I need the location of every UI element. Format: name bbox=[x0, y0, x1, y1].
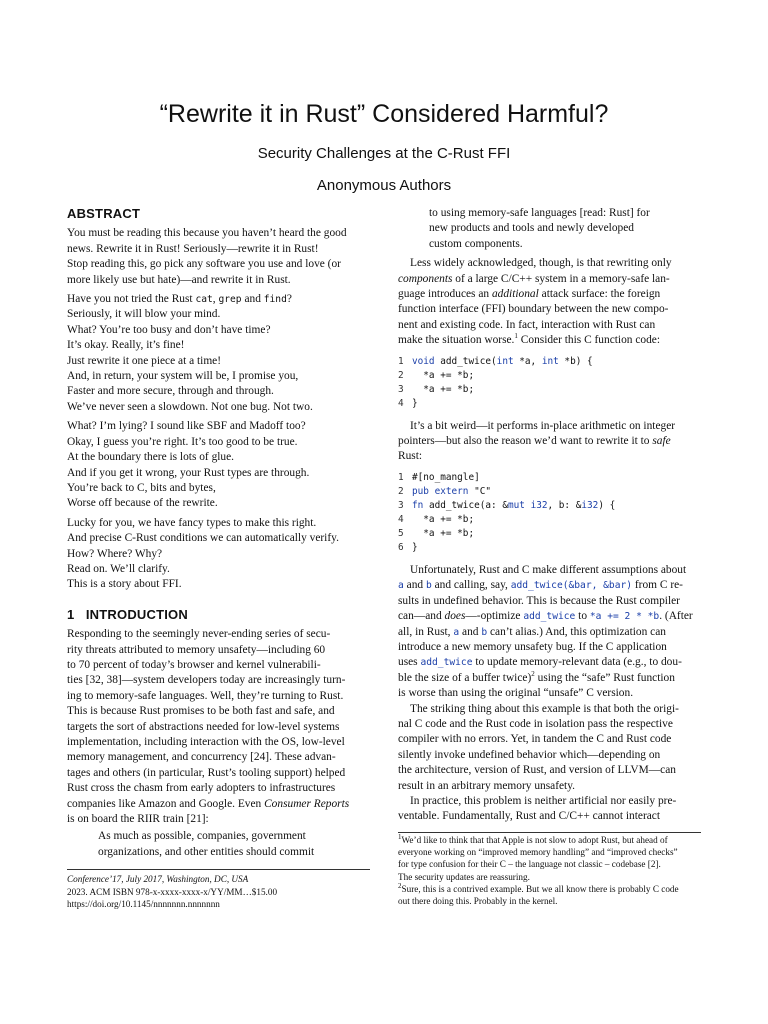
introduction-paragraph bbox=[67, 627, 370, 827]
block-quote bbox=[98, 829, 352, 860]
abstract-line: What? I’m lying? I sound like SBF and Madoff too? bbox=[67, 420, 306, 433]
rust-code-listing bbox=[398, 471, 701, 555]
footnotes bbox=[398, 834, 701, 907]
line-number: 1 bbox=[398, 471, 404, 483]
footnote-line: for type confusion for their C – the language not classic – codebase [2]. bbox=[398, 859, 661, 870]
intro-line: is on board the RIIR train [21]: bbox=[67, 813, 209, 826]
footnote-marker[interactable]: 1 bbox=[514, 332, 518, 341]
text-line: The striking thing about this example is that both the origi- bbox=[410, 702, 679, 715]
quote-line: new products and tools and newly developed bbox=[429, 222, 634, 235]
abstract-heading: ABSTRACT bbox=[67, 206, 141, 221]
text-line: a and b and calling, say, add_twice(&bar, &bar) from C re- bbox=[398, 579, 683, 592]
footnote-line: $^1$We’d like to think that that Apple is not slow to adopt Rust, but ahead of bbox=[398, 832, 668, 845]
paper-title: “Rewrite it in Rust” Considered Harmful? bbox=[159, 100, 609, 128]
text-line: make the situation worse.$^1$ Consider this C function code: bbox=[398, 332, 660, 347]
abstract-line: How? Where? Why? bbox=[67, 547, 163, 560]
intro-line: rity threats attributed to memory unsafety—including 60 bbox=[67, 643, 326, 656]
intro-line: tages and others (in particular, Rust’s tooling support) helped bbox=[67, 766, 346, 779]
right-column bbox=[398, 206, 701, 825]
left-column bbox=[67, 206, 370, 860]
line-number: 4 bbox=[398, 513, 404, 525]
text-line: ventable. Fundamentally, Rust and C/C++ cannot interact bbox=[398, 810, 661, 823]
abstract-line-tools: Have you not tried the Rust cat, grep and find? bbox=[67, 293, 292, 306]
ffi-paragraph bbox=[398, 256, 701, 348]
line-number: 6 bbox=[398, 541, 404, 553]
intro-text: companies like Amazon and Google. Even bbox=[67, 797, 265, 810]
footnote-line: out there doing this. Probably in the kernel. bbox=[398, 896, 558, 907]
code-line: 3 fn add_twice(a: &mut i32, b: &i32) { bbox=[398, 499, 616, 511]
abstract-line: We’ve never seen a slowdown. Not one bug. Not two. bbox=[67, 400, 313, 413]
line-number: 4 bbox=[398, 397, 404, 409]
practice-paragraph bbox=[398, 794, 701, 825]
text-line: function interface (FFI) boundary between the new compo- bbox=[398, 303, 669, 316]
footnote-line: $^2$Sure, this is a contrived example. But we all know there is probably C code bbox=[398, 881, 679, 894]
text-line: the architecture, version of Rust, and version of LLVM—can bbox=[398, 764, 676, 777]
striking-paragraph bbox=[398, 702, 701, 794]
quote-line: As much as possible, companies, government bbox=[98, 830, 306, 843]
footnote-1 bbox=[398, 834, 701, 883]
introduction-heading bbox=[67, 607, 370, 622]
abstract-line: Worse off because of the rewrite. bbox=[67, 497, 218, 510]
text-line: components of a large C/C++ system in a memory-safe lan- bbox=[398, 272, 670, 285]
intro-line: implementation, including interaction with the OS, low-level bbox=[67, 736, 345, 748]
abstract-line: Read on. We’ll clarify. bbox=[67, 562, 170, 575]
conference-name: Conference’17, July 2017, Washington, DC, USA bbox=[67, 874, 249, 884]
code-line: 4 } bbox=[398, 397, 418, 409]
line-number: 2 bbox=[398, 485, 404, 497]
abstract-line: At the boundary there is lots of glue. bbox=[67, 451, 235, 464]
intro-line: memory management, and concurrency [24]. These advan- bbox=[67, 751, 336, 764]
line-number: 5 bbox=[398, 527, 404, 539]
text-line: nent and existing code. In fact, interaction with Rust can bbox=[398, 318, 656, 331]
footnote-2 bbox=[398, 883, 701, 907]
rewrite-paragraph bbox=[398, 419, 701, 465]
abstract-line: Stop reading this, go pick any software you use and love (or bbox=[67, 258, 341, 271]
section-number: 1 bbox=[67, 606, 75, 622]
footnote-marker[interactable]: 2 bbox=[531, 669, 535, 678]
abstract-line: Just rewrite it one piece at a time! bbox=[67, 354, 222, 367]
text-line: introduce a new memory unsafety bug. If the C application bbox=[398, 640, 667, 653]
code-line: 3 *a += *b; bbox=[398, 383, 475, 395]
text-line: It’s a bit weird—it performs in-place arithmetic on integer bbox=[410, 419, 676, 432]
abstract-stanza bbox=[67, 419, 370, 511]
abstract-stanza bbox=[67, 292, 370, 415]
footnote-line: The security updates are reassuring. bbox=[398, 871, 530, 882]
footnote-line: everyone working on “improved memory handling” and “improved checks” bbox=[398, 847, 678, 858]
abstract-line: Okay, I guess you’re right. It’s too good to be true. bbox=[67, 435, 298, 448]
code-line: 1 void add_twice(int *a, int *b) { bbox=[398, 355, 593, 367]
abstract-line: You must be reading this because you haven’t heard the good bbox=[67, 227, 347, 240]
consumer-reports-ref: Consumer Reports bbox=[264, 797, 350, 810]
abstract-line: news. Rewrite it in Rust! Seriously—rewrite it in Rust! bbox=[67, 242, 319, 255]
quote-line: to using memory-safe languages [read: Rust] for bbox=[429, 207, 650, 219]
abstract-line: It’s okay. Really, it’s fine! bbox=[67, 339, 185, 352]
line-number: 3 bbox=[398, 383, 404, 395]
text-line: Less widely acknowledged, though, is that rewriting only bbox=[410, 257, 672, 270]
abstract-line: What? You’re too busy and don’t have time? bbox=[67, 323, 271, 336]
intro-line: to 70 percent of today’s browser and kernel vulnerabili- bbox=[67, 658, 321, 671]
abstract-stanza bbox=[67, 226, 370, 288]
abstract-line: And, in return, your system will be, I promise you, bbox=[67, 370, 299, 383]
abstract-line: You’re back to C, bits and bytes, bbox=[67, 481, 216, 494]
text-line: pointers—but also the reason we’d want to rewrite it to safe bbox=[398, 435, 671, 448]
paper-subtitle: Security Challenges at the C-Rust FFI bbox=[257, 145, 511, 162]
section-title: INTRODUCTION bbox=[85, 606, 188, 622]
line-number: 3 bbox=[398, 499, 404, 511]
conference-info bbox=[67, 873, 370, 911]
code-line: 2 pub extern "C" bbox=[398, 485, 492, 497]
text-line: compiler with no errors. Yet, in tandem the C and Rust code bbox=[398, 733, 672, 746]
code-line: 2 *a += *b; bbox=[398, 369, 475, 381]
c-code-listing bbox=[398, 355, 701, 411]
text-line: Rust: bbox=[398, 450, 423, 463]
text-line: sults in undefined behavior. This is because the Rust compiler bbox=[398, 594, 680, 607]
abstract-line: And precise C-Rust conditions we can automatically verify. bbox=[67, 532, 339, 545]
intro-line: Rust cross the chasm from early adopters to infrastructures bbox=[67, 782, 336, 795]
text-line: nal C code and the Rust code in isolation pass the respective bbox=[398, 717, 673, 730]
intro-line: ing to memory-safe languages. Well, they’re turning to Rust. bbox=[67, 689, 344, 702]
code-line: 1 #[no_mangle] bbox=[398, 471, 480, 483]
abstract-line: This is a story about FFI. bbox=[67, 578, 182, 591]
text-line: result in an arbitrary memory unsafety. bbox=[398, 779, 576, 792]
text-line: all, in Rust, a and b can’t alias.) And, this optimization can bbox=[398, 625, 666, 638]
abstract-line: Lucky for you, we have fancy types to make this right. bbox=[67, 516, 317, 529]
quote-line: custom components. bbox=[429, 237, 523, 250]
code-line: 4 *a += *b; bbox=[398, 513, 475, 525]
intro-line bbox=[67, 797, 370, 812]
intro-line: This is because Rust promises to be both fast and safe, and bbox=[67, 705, 335, 718]
intro-line: ties [32, 38]—system developers today are increasingly turn- bbox=[67, 674, 346, 687]
text-line: silently invoke undefined behavior which—depending on bbox=[398, 748, 661, 761]
code-line: 5 *a += *b; bbox=[398, 527, 475, 539]
conference-rule bbox=[67, 869, 370, 870]
abstract-line: more likely use but hate)—and rewrite it in Rust. bbox=[67, 273, 291, 286]
text-line: is worse than using the original “unsafe” C version. bbox=[398, 687, 634, 700]
abstract-stanza bbox=[67, 516, 370, 593]
text-line: In practice, this problem is neither artificial nor easily pre- bbox=[410, 794, 677, 807]
text-line: uses add_twice to update memory-relevant data (e.g., to dou- bbox=[398, 656, 682, 669]
block-quote-continued bbox=[429, 206, 701, 252]
abstract-line: Faster and more secure, through and through. bbox=[67, 385, 274, 398]
text-line: Unfortunately, Rust and C make different assumptions about bbox=[410, 563, 687, 576]
paper-authors: Anonymous Authors bbox=[316, 177, 452, 194]
abstract-body bbox=[67, 226, 370, 592]
text-line: guage introduces an additional attack surface: the foreign bbox=[398, 288, 661, 301]
text-line: ble the size of a buffer twice)$^2$ using the “safe” Rust function bbox=[398, 669, 675, 684]
conference-doi: https://doi.org/10.1145/nnnnnnn.nnnnnnn bbox=[67, 899, 220, 910]
line-number: 2 bbox=[398, 369, 404, 381]
code-line: 6 } bbox=[398, 541, 418, 553]
line-number: 1 bbox=[398, 355, 404, 367]
intro-line: targets the sort of abstractions needed for low-level systems bbox=[67, 720, 340, 733]
aliasing-paragraph bbox=[398, 563, 701, 702]
abstract-line: Seriously, it will blow your mind. bbox=[67, 308, 221, 321]
text-line: can—and does—-optimize add_twice to *a += 2 * *b. (After bbox=[398, 610, 693, 623]
quote-line: organizations, and other entities should commit bbox=[98, 845, 315, 858]
intro-line: Responding to the seemingly never-ending series of secu- bbox=[67, 628, 331, 641]
conference-isbn: 2023. ACM ISBN 978-x-xxxx-xxxx-x/YY/MM…$15.00 bbox=[67, 886, 278, 897]
footnote-rule bbox=[398, 832, 701, 833]
abstract-line: And if you get it wrong, your Rust types are through. bbox=[67, 466, 310, 479]
